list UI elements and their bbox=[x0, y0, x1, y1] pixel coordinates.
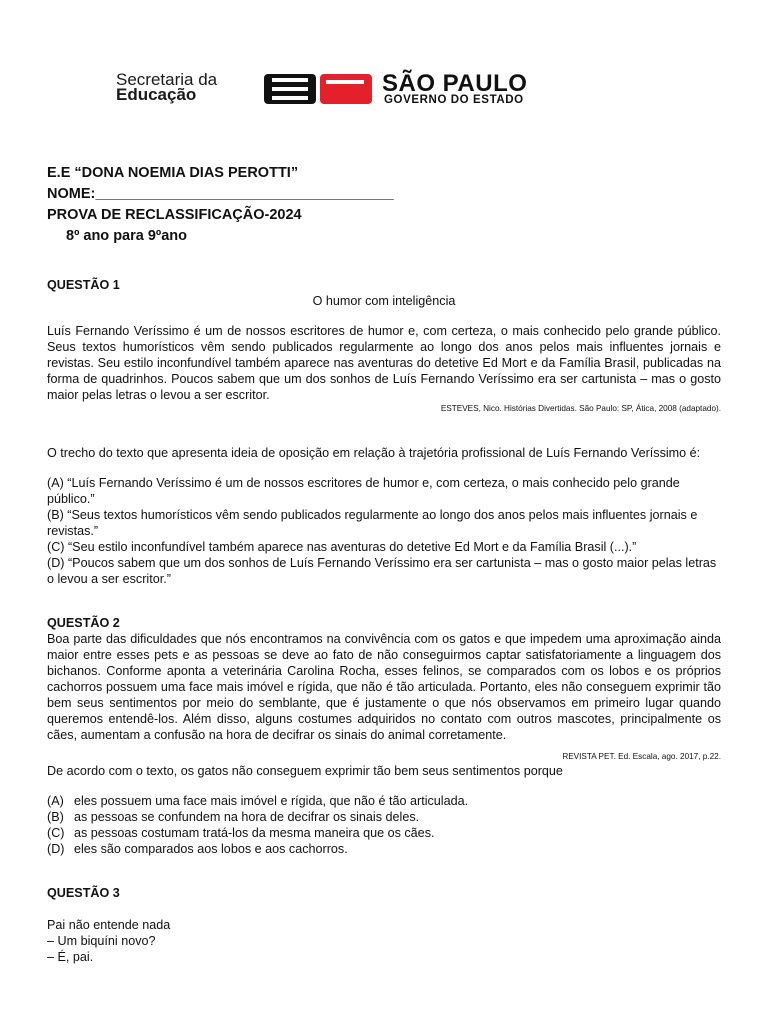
question-2-paragraph: Boa parte das dificuldades que nós encontramos na convivência com os gatos e que impedem uma aproximação ainda maior entre esses pets e as pessoas se deve ao fato de não conseguirmos captar satisfatoriamente a linguagem dos bichanos. Conforme aponta a veterinária Carolina Rocha, esses felinos, se comparados com os lobos e os próprios cachorros possuem uma face mais imóvel e rígida, que não é tão articulada. Portanto, eles não conseguem exprimir tão bem seus sentimentos por meio do semblante, que é justamente o que nós observamos em primeiro lugar quando queremos entendê-los. Além disso, alguns costumes adquiridos no contato com outros mascotes, principalmente os cães, aumentam a confusão na hora de decifrar os sinais do animal corretamente. bbox=[47, 632, 721, 742]
question-1 bbox=[47, 277, 721, 587]
option-text: eles possuem uma face mais imóvel e rígida, que não é tão articulada. bbox=[74, 794, 469, 808]
school-name: E.E “DONA NOEMIA DIAS PEROTTI” bbox=[47, 165, 299, 181]
student-name-line: NOME:_____________________________________ bbox=[47, 186, 394, 202]
exam-header bbox=[47, 163, 394, 247]
option-key: (D) bbox=[47, 842, 65, 856]
grade-level: 8º ano para 9ºano bbox=[66, 228, 187, 244]
question-1-text-title: O humor com inteligência bbox=[312, 294, 456, 308]
option-key: (C) bbox=[47, 826, 65, 840]
question-2-prompt: De acordo com o texto, os gatos não conseguem exprimir tão bem seus sentimentos porque bbox=[47, 764, 563, 778]
question-3 bbox=[47, 885, 721, 965]
exam-title: PROVA DE RECLASSIFICAÇÃO-2024 bbox=[47, 207, 302, 223]
sp-emblem-icon bbox=[264, 74, 376, 104]
question-1-option-a[interactable]: (A) “Luís Fernando Veríssimo é um de nossos escritores de humor e, com certeza, o mais conhecido pelo grande público.” bbox=[47, 476, 680, 506]
question-1-paragraph: Luís Fernando Veríssimo é um de nossos escritores de humor e, com certeza, o mais conhecido pelo grande público. Seus textos humorísticos vêm sendo publicados regularmente ao longo dos anos pelos mais influentes jornais e revistas. Seu estilo inconfundível também aparece nas aventuras do detetive Ed Mort e da Família Brasil, publicadas na forma de quadrinhos. Poucos sabem que um dos sonhos de Luís Fernando Veríssimo era ser cartunista – mas o gosto maior pelas letras o levou a ser escritor. bbox=[47, 324, 721, 402]
question-1-prompt: O trecho do texto que apresenta ideia de oposição em relação à trajetória profissional de Luís Fernando Veríssimo é: bbox=[47, 446, 701, 460]
option-text: as pessoas se confundem na hora de decifrar os sinais deles. bbox=[74, 810, 420, 824]
question-1-option-d[interactable]: (D) “Poucos sabem que um dos sonhos de Luís Fernando Veríssimo era ser cartunista – mas o gosto maior pelas letras o levou a ser escritor.” bbox=[47, 556, 717, 586]
question-2-option-d[interactable] bbox=[47, 841, 721, 857]
question-3-line: Pai não entende nada bbox=[47, 918, 171, 932]
question-2 bbox=[47, 615, 721, 857]
option-key: (A) bbox=[47, 794, 64, 808]
option-text: eles são comparados aos lobos e aos cachorros. bbox=[74, 842, 348, 856]
question-3-line: – É, pai. bbox=[47, 950, 94, 964]
question-2-title: QUESTÃO 2 bbox=[47, 616, 120, 630]
option-key: (B) bbox=[47, 810, 64, 824]
question-3-title: QUESTÃO 3 bbox=[47, 886, 120, 900]
question-3-line: – Um biquíni novo? bbox=[47, 934, 156, 948]
question-2-option-a[interactable] bbox=[47, 793, 721, 809]
question-1-title: QUESTÃO 1 bbox=[47, 278, 120, 292]
option-text: as pessoas costumam tratá-los da mesma maneira que os cães. bbox=[74, 826, 435, 840]
governo-do-estado-wordmark: GOVERNO DO ESTADO bbox=[384, 94, 524, 106]
question-1-source: ESTEVES, Nico. Histórias Divertidas. São Paulo: SP, Ática, 2008 (adaptado). bbox=[440, 404, 721, 413]
secretaria-logo: Secretaria da Educação bbox=[116, 70, 218, 104]
sao-paulo-wordmark: SÃO PAULO bbox=[382, 70, 528, 97]
question-2-option-c[interactable] bbox=[47, 825, 721, 841]
question-2-option-b[interactable] bbox=[47, 809, 721, 825]
header-logos bbox=[116, 72, 586, 108]
question-1-option-c[interactable]: (C) “Seu estilo inconfundível também aparece nas aventuras do detetive Ed Mort e da Família Brasil (...).” bbox=[47, 540, 637, 554]
question-1-option-b[interactable]: (B) “Seus textos humorísticos vêm sendo publicados regularmente ao longo dos anos pelos mais influentes jornais e revistas.” bbox=[47, 508, 698, 538]
question-2-source: REVISTA PET. Ed. Escala, ago. 2017, p.22. bbox=[562, 752, 721, 761]
